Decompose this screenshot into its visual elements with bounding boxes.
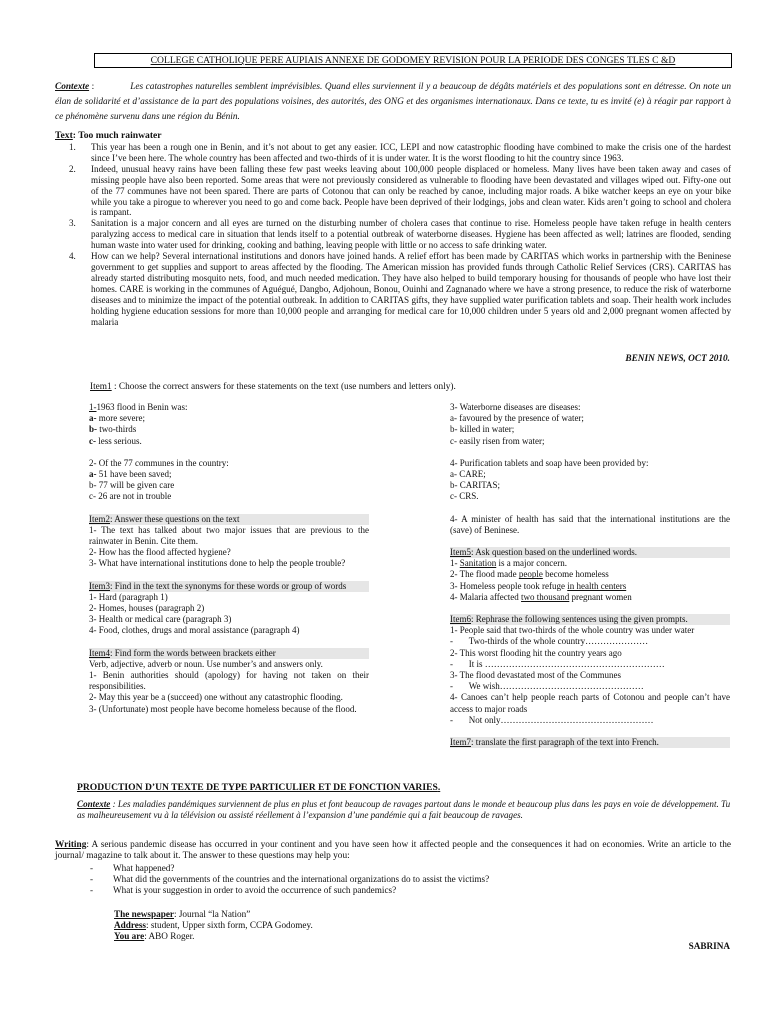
writing-task: Writing: A serious pandemic disease has occurred in your continent and you have seen how it affected people and the consequences it had on economies. Write an article to the journal/ magazine to talk about it. The answer to these questions may help you: [55,840,731,861]
production-title: PRODUCTION D’UN TEXTE DE TYPE PARTICULIER ET DE FONCTION VARIES. [77,782,441,793]
list-item: - What did the governments of the countries and the international organizations do to assist the victims? [90,874,489,885]
item4-block: Item4: Find form the words between brackets either Verb, adjective, adverb or noun. Use number’s and answers only. 1- Benin authorities should (apology) for having not taken on their responsibilities. 2- May this year be a (succeed) one without any catastrophic flooding. 3- (Unfortunate) most people have become homeless because of the flood. [89,647,369,714]
production-context: Contexte : Les maladies pandémiques surviennent de plus en plus et font beaucoup de ravages partout dans le monde et beaucoup plus dans les pays en voie de développement. Tu as malheureusement vu à la télévision ou assisté réellement à l’expansion d’une pandémie qui a fait beaucoup de ravages. [77,799,731,820]
item7-block: Item7: translate the first paragraph of the text into French. [450,737,730,748]
item2-block: Item2: Answer these questions on the text 1- The text has talked about two major issues that are previous to the rainwater in Benin. Cite them. 2- How has the flood affected hygiene? 3- What have international institutions done to help the people trouble? [89,513,369,569]
writing-questions [90,863,489,896]
writing-details: The newspaper: Journal “la Nation” Address: student, Upper sixth form, CCPA Godomey. You are: ABO Roger. [114,909,313,941]
right-column [450,402,730,759]
context-label: Contexte [55,82,90,92]
context-paragraph: Contexte : Les catastrophes naturelles semblent imprévisibles. Quand elles surviennent il y a beaucoup de dégâts matériels et des populations sont en détresse. On note un élan de solidarité et d’assistance de la part des populations voisines, des autorités, des ONG et des organismes internationaux. Dans ce texte, tu es invité (e) à réagir par rapport à ce phénomène survenu dans une région du Bénin. [55,82,731,122]
item3-block: Item3: Find in the text the synonyms for these words or group of words 1- Hard (paragraph 1) 2- Homes, houses (paragraph 2) 3- Health or medical care (paragraph 3) 4- Food, clothes, drugs and moral assistance (paragraph 4) [89,581,369,637]
text-title: Text: Too much rainwater [55,130,162,141]
item1-question-2: 2- Of the 77 communes in the country: a- 51 have been saved; b- 77 will be given care c- 26 are not in trouble [89,457,229,502]
author-signature: SABRINA [688,941,730,951]
paragraph-2: 2. Indeed, unusual heavy rains have been falling these few past weeks leaving about 100,000 people displaced or homeless. Many lives have been taken away and cases of missing people have also been reported. Some areas that were not previously considered as vulnerable to flooding have been devastated and villages wiped out. Fifty-one out of the 77 communes have not been spared. There are parts of Cotonou that can only be reached by canoe, including major roads. A bike watcher keeps an eye on your bike while you take a pirogue to wherever you need to go and come back. People have been deprived of their lodgings, jobs and clean water. Kids aren’t going to school and cholera is rampant. [69,163,731,218]
item6-block: Item6: Rephrase the following sentences using the given prompts. 1- People said that two-thirds of the whole country was under water - Two-thirds of the whole country………………… 2- This worst flooding hit the country years ago - It is …………………………………………………… 3- The flood devastated most of the Communes - We wish………………………………………… 4- Canoes can’t help people reach parts of Cotonou and people can’t have access to major roads - Not only…………………………………………… [450,614,730,725]
item1-question-4: 4- Purification tablets and soap have been provided by: a- CARE; b- CARITAS; c- CRS. [450,457,649,502]
text-paragraphs [55,142,731,327]
list-item: - What is your suggestion in order to avoid the occurrence of such pandemics? [90,885,489,896]
item1-question-1: 1-1963 flood in Benin was: a- more severe; b- two-thirds c- less serious. [89,402,188,446]
text-source: BENIN NEWS, OCT 2010. [625,354,730,364]
context-text: Les catastrophes naturelles semblent imprévisibles. Quand elles surviennent il y a beaucoup de dégâts matériels et des populations sont en détresse. On note un élan de solidarité et d’assistance de la part des populations voisines, des autorités, des ONG et des organismes internationaux. Dans ce texte, tu es invité (e) à réagir par rapport à ce phénomène survenu dans une région du Bénin. [55,82,731,122]
item1-question-3: 3- Waterborne diseases are diseases: a- favoured by the presence of water; b- killed in water; c- easily risen from water; [450,402,584,446]
item1-instruction: Item1 : Choose the correct answers for these statements on the text (use numbers and letters only). [90,382,456,392]
paragraph-4: 4. How can we help? Several international institutions and donors have joined hands. A relief effort has been made by CARITAS which works in partnership with the Beninese government to get supplies and support to areas affected by the flooding. The American mission has provided funds through Catholic Relief Services (CRS). CARITAS has already started distributing mosquito nets, food, and much needed medication. They have also helped to build temporary housing for thousands of people who have lost their homes. CARE is working in the communes of Aguégué, Dangbo, Adjohoun, Bonou, Ouinhi and Zagnanado where we have a strong presence, to reduce the risk of waterborne diseases and to minimize the impact of the potential outbreak. In addition to CARITAS gifts, they have supplied water purification tablets and soap. Their health work includes holding hygiene education sessions for more than 10,000 people and arranging for medical care for 10,000 children under 5 years old and 2,000 pregnant women affected by malaria [69,251,731,327]
document-header: COLLEGE CATHOLIQUE PERE AUPIAIS ANNEXE DE GODOMEY REVISION POUR LA PERIODE DES CONGES TLES C &D [94,53,732,68]
item2-question-4: 4- A minister of health has said that the international institutions are the (save) of Beninese. [450,513,730,535]
list-item: - What happened? [90,863,489,874]
paragraph-3: 3. Sanitation is a major concern and all eyes are turned on the disturbing number of cholera cases that continue to rise. Homeless people have taken refuge in health centers paralyzing access to medical care in situation that lends itself to a potential outbreak of waterborne diseases. Hygiene has been affected as well; latrines are flooded, sending human waste into water used for drinking, cooking and bathing, leaving people with little or no access to safe drinking water. [69,218,731,251]
left-column [89,402,369,726]
item5-block: Item5: Ask question based on the underlined words. 1- Sanitation is a major concern. 2- The flood made people become homeless 3- Homeless people took refuge in health centers 4- Malaria affected two thousand pregnant women [450,547,730,603]
paragraph-1: 1. This year has been a rough one in Benin, and it’s not about to get any easier. ICC, LEPI and now catastrophic flooding have combined to make the crisis one of the hardest since I’ve been here. The whole country has been affected and two-thirds of it is under water. It is the worst flooding to hit the country since 1963. [69,142,731,163]
